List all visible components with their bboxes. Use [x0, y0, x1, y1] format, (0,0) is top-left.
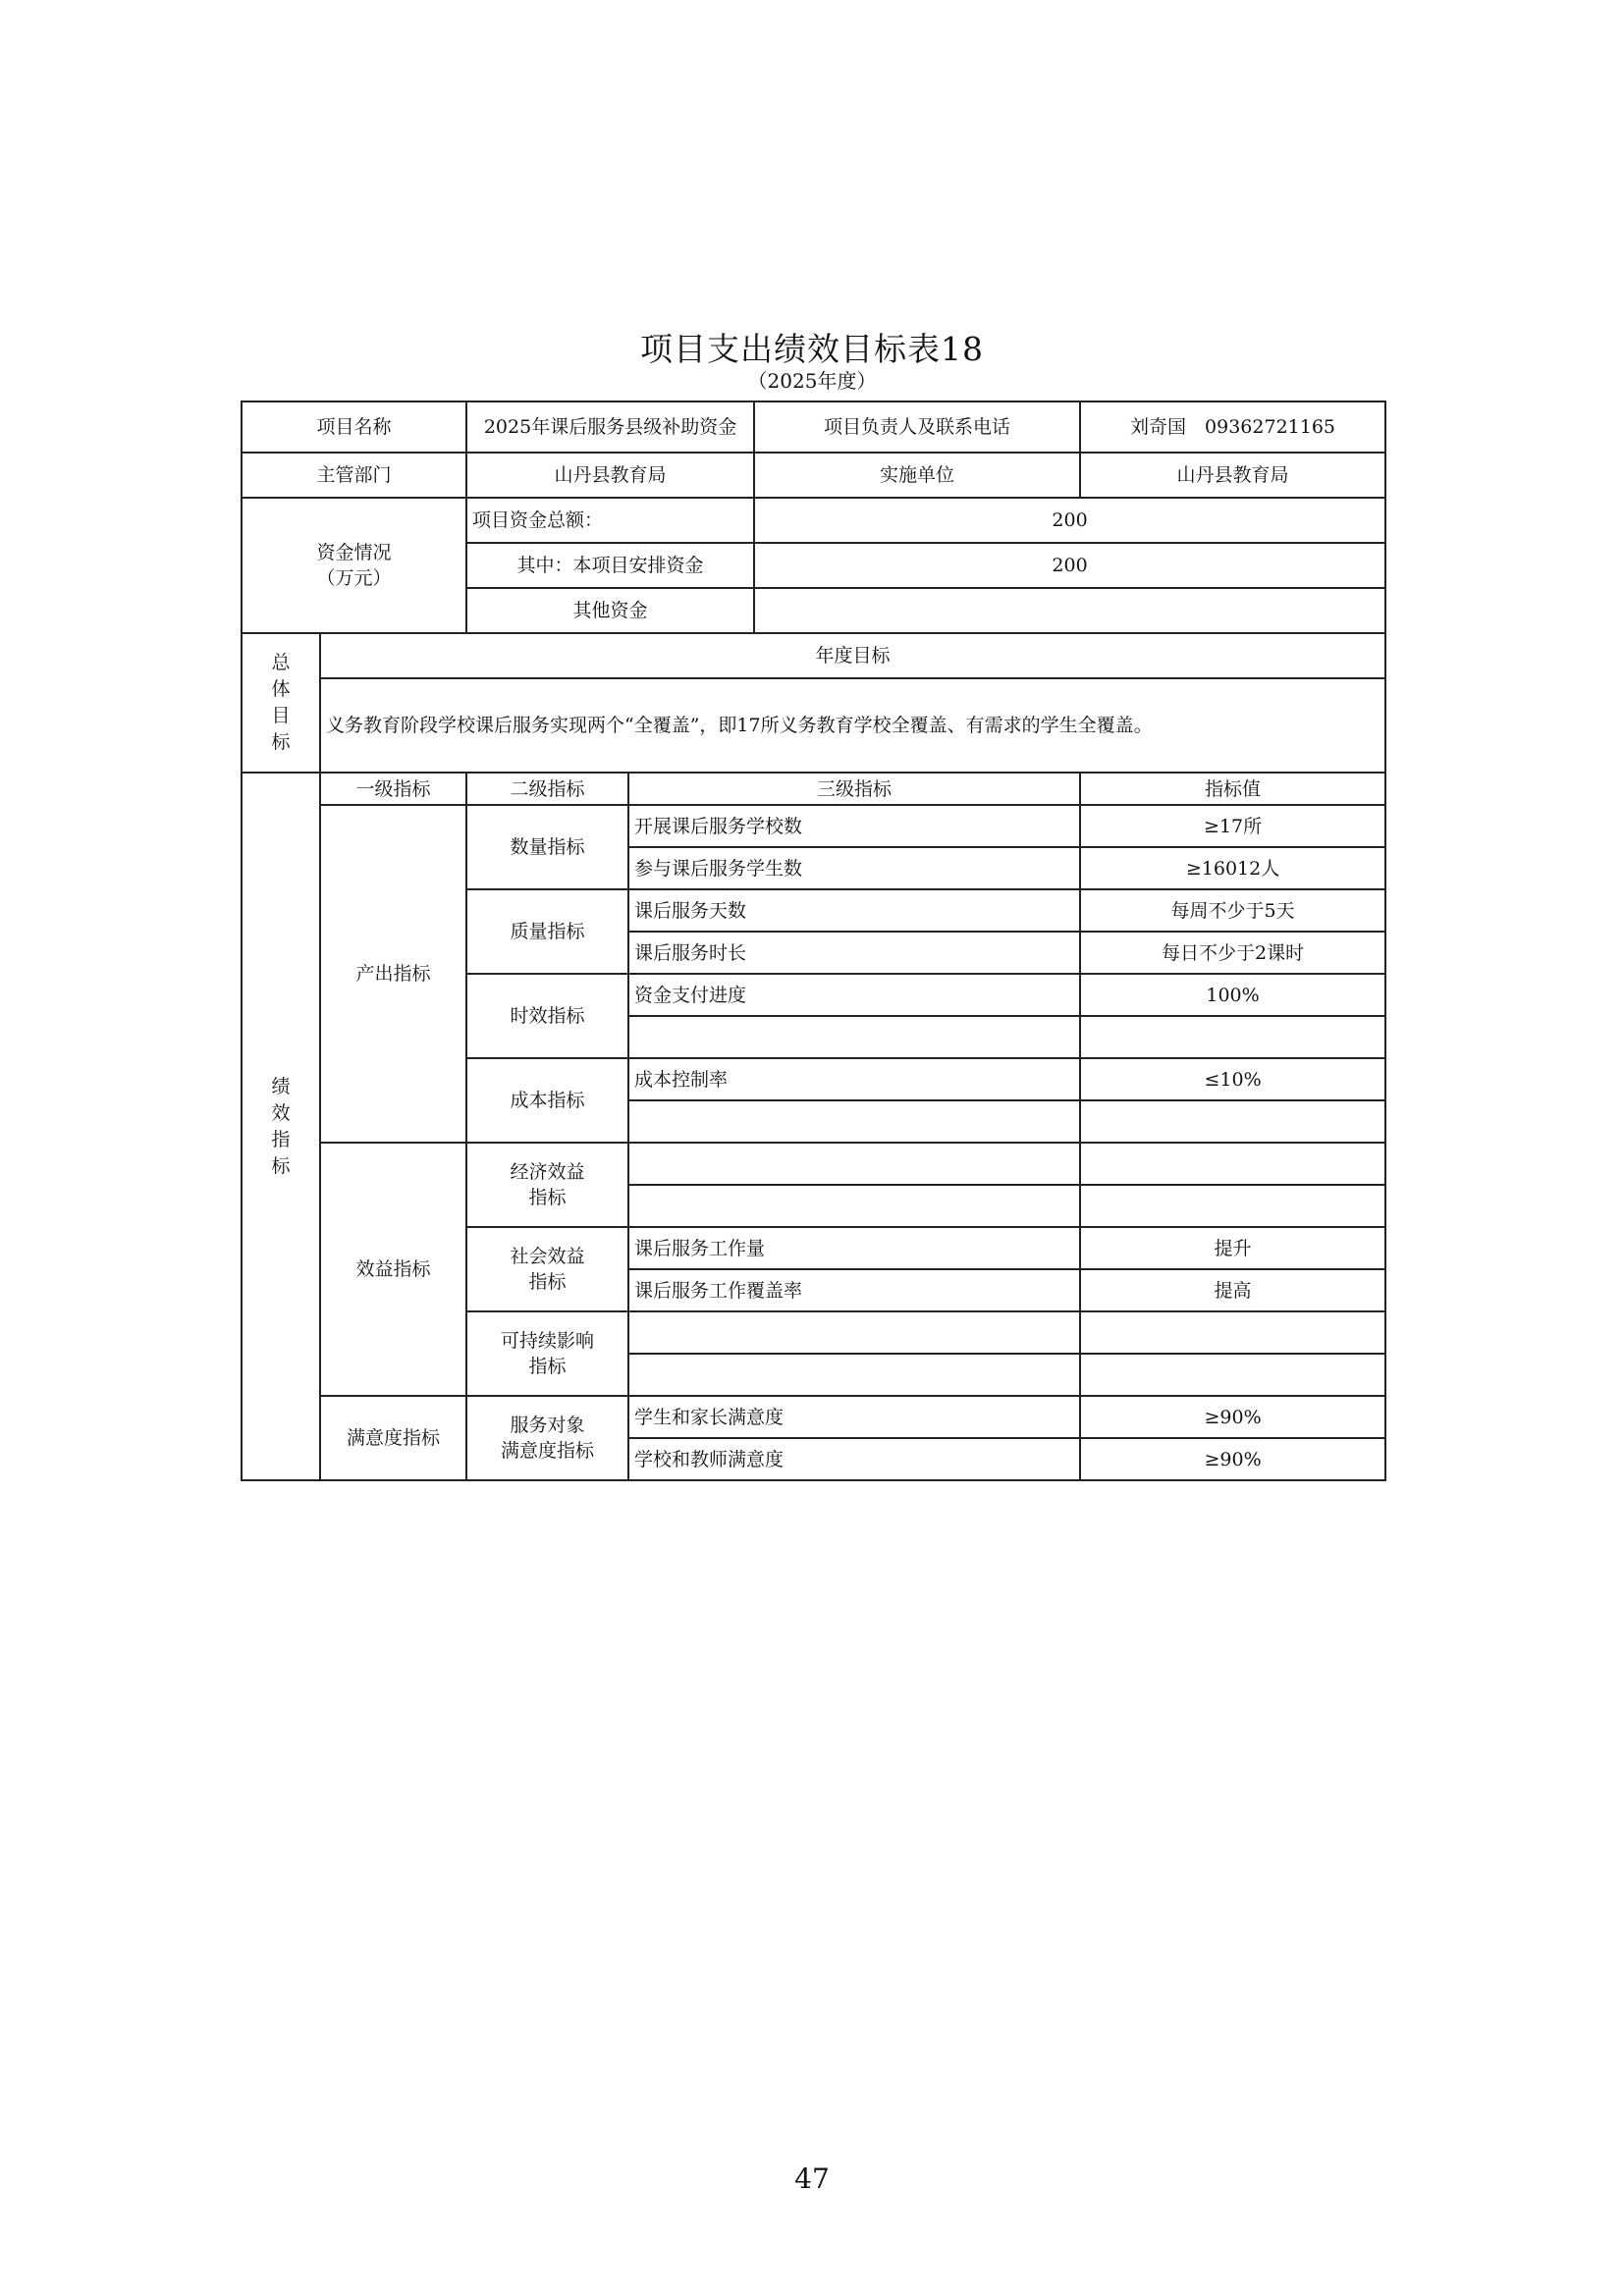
contact-value: 刘奇国 09362721165: [1080, 401, 1385, 453]
social-benefit-label: [466, 1227, 628, 1311]
indicator-name: 开展课后服务学校数: [628, 805, 1080, 847]
header-level3: 三级指标: [628, 773, 1080, 805]
indicator-name: [628, 1016, 1080, 1058]
annual-goal-row: [242, 678, 1385, 773]
sustainable-impact-label-line1: 可持续影响: [501, 1330, 595, 1352]
service-target-satisfaction-label-line1: 服务对象: [510, 1415, 585, 1436]
overall-goal-label-char: 目: [271, 705, 291, 726]
funds-other-label: 其他资金: [466, 588, 754, 633]
header-level1: 一级指标: [320, 773, 466, 805]
indicator-name: 参与课后服务学生数: [628, 847, 1080, 889]
table-row: [242, 1396, 1385, 1438]
funds-label-line1: 资金情况: [316, 542, 392, 563]
cost-indicators-label: 成本指标: [466, 1058, 628, 1143]
funds-other-value: [754, 588, 1385, 633]
table-row: [242, 1143, 1385, 1185]
economic-benefit-label-line2: 指标: [528, 1187, 567, 1208]
overall-goal-label-char: 体: [271, 678, 291, 700]
department-value: 山丹县教育局: [466, 453, 754, 498]
indicator-name: [628, 1100, 1080, 1143]
satisfaction-indicators-label: 满意度指标: [320, 1396, 466, 1480]
page-subtitle-year: （2025年度）: [747, 369, 877, 393]
department-row: [242, 453, 1385, 498]
annual-goal-text: 义务教育阶段学校课后服务实现两个“全覆盖”，即17所义务教育学校全覆盖、有需求的学生全覆盖。: [320, 678, 1385, 773]
output-indicators-label: 产出指标: [320, 805, 466, 1143]
indicator-name: [628, 1354, 1080, 1396]
sustainable-impact-label: [466, 1311, 628, 1396]
performance-indicators-label: [242, 773, 320, 1480]
funds-total-value: 200: [754, 498, 1385, 543]
economic-benefit-label: [466, 1143, 628, 1227]
quantity-indicators-label: 数量指标: [466, 805, 628, 889]
implementing-unit-value: 山丹县教育局: [1080, 453, 1385, 498]
social-benefit-label-line1: 社会效益: [510, 1246, 585, 1267]
overall-goal-label-char: 标: [271, 731, 291, 753]
funds-total-label: 项目资金总额：: [466, 498, 754, 543]
indicator-value: [1080, 1354, 1385, 1396]
indicator-name: 课后服务时长: [628, 932, 1080, 974]
indicator-value: ≤10%: [1080, 1058, 1385, 1100]
indicator-value: ≥16012人: [1080, 847, 1385, 889]
funds-total-row: [242, 498, 1385, 543]
indicator-value: [1080, 1311, 1385, 1354]
service-target-satisfaction-label-line2: 满意度指标: [501, 1440, 595, 1462]
page-number: 47: [794, 2163, 830, 2195]
social-benefit-label-line2: 指标: [528, 1271, 567, 1293]
performance-indicators-label-char: 标: [271, 1154, 291, 1177]
indicator-name: [628, 1143, 1080, 1185]
indicator-name: 学校和教师满意度: [628, 1438, 1080, 1480]
table-row: [242, 805, 1385, 847]
implementing-unit-label: 实施单位: [754, 453, 1080, 498]
funds-arranged-label: 其中：本项目安排资金: [466, 543, 754, 588]
header-level2: 二级指标: [466, 773, 628, 805]
sustainable-impact-label-line2: 指标: [528, 1356, 567, 1377]
overall-goal-label-char: 总: [271, 652, 291, 673]
indicator-value: [1080, 1143, 1385, 1185]
economic-benefit-label-line1: 经济效益: [510, 1161, 585, 1183]
indicator-header-row: [242, 773, 1385, 805]
annual-goal-label: 年度目标: [320, 633, 1385, 678]
indicator-name: 课后服务工作量: [628, 1227, 1080, 1269]
indicator-value: ≥90%: [1080, 1438, 1385, 1480]
indicator-value: ≥17所: [1080, 805, 1385, 847]
indicator-value: 提升: [1080, 1227, 1385, 1269]
quality-indicators-label: 质量指标: [466, 889, 628, 974]
indicator-value: 提高: [1080, 1269, 1385, 1311]
indicator-value: 每日不少于2课时: [1080, 932, 1385, 974]
indicator-name: 学生和家长满意度: [628, 1396, 1080, 1438]
indicator-name: [628, 1311, 1080, 1354]
contact-label: 项目负责人及联系电话: [754, 401, 1080, 453]
performance-indicators-label-char: 绩: [271, 1075, 291, 1097]
indicator-value: 100%: [1080, 974, 1385, 1016]
indicator-value: 每周不少于5天: [1080, 889, 1385, 932]
performance-target-table: [241, 400, 1386, 1481]
indicator-value: [1080, 1100, 1385, 1143]
project-name-label: 项目名称: [242, 401, 466, 453]
timeliness-indicators-label: 时效指标: [466, 974, 628, 1058]
overall-goal-label: [242, 633, 320, 773]
annual-goal-header-row: [242, 633, 1385, 678]
project-name-row: [242, 401, 1385, 453]
funds-label: [242, 498, 466, 633]
indicator-value: [1080, 1016, 1385, 1058]
indicator-name: [628, 1185, 1080, 1227]
funds-arranged-value: 200: [754, 543, 1385, 588]
page-title: 项目支出绩效目标表18: [640, 330, 984, 368]
indicator-value: [1080, 1185, 1385, 1227]
funds-label-line2: （万元）: [316, 567, 392, 589]
performance-indicators-label-char: 指: [271, 1128, 291, 1150]
indicator-name: 资金支付进度: [628, 974, 1080, 1016]
indicator-name: 课后服务天数: [628, 889, 1080, 932]
indicator-name: 课后服务工作覆盖率: [628, 1269, 1080, 1311]
service-target-satisfaction-label: [466, 1396, 628, 1480]
indicator-value: ≥90%: [1080, 1396, 1385, 1438]
header-value: 指标值: [1080, 773, 1385, 805]
department-label: 主管部门: [242, 453, 466, 498]
performance-indicators-label-char: 效: [271, 1101, 291, 1124]
indicator-name: 成本控制率: [628, 1058, 1080, 1100]
project-name-value: 2025年课后服务县级补助资金: [466, 401, 754, 453]
benefit-indicators-label: 效益指标: [320, 1143, 466, 1396]
